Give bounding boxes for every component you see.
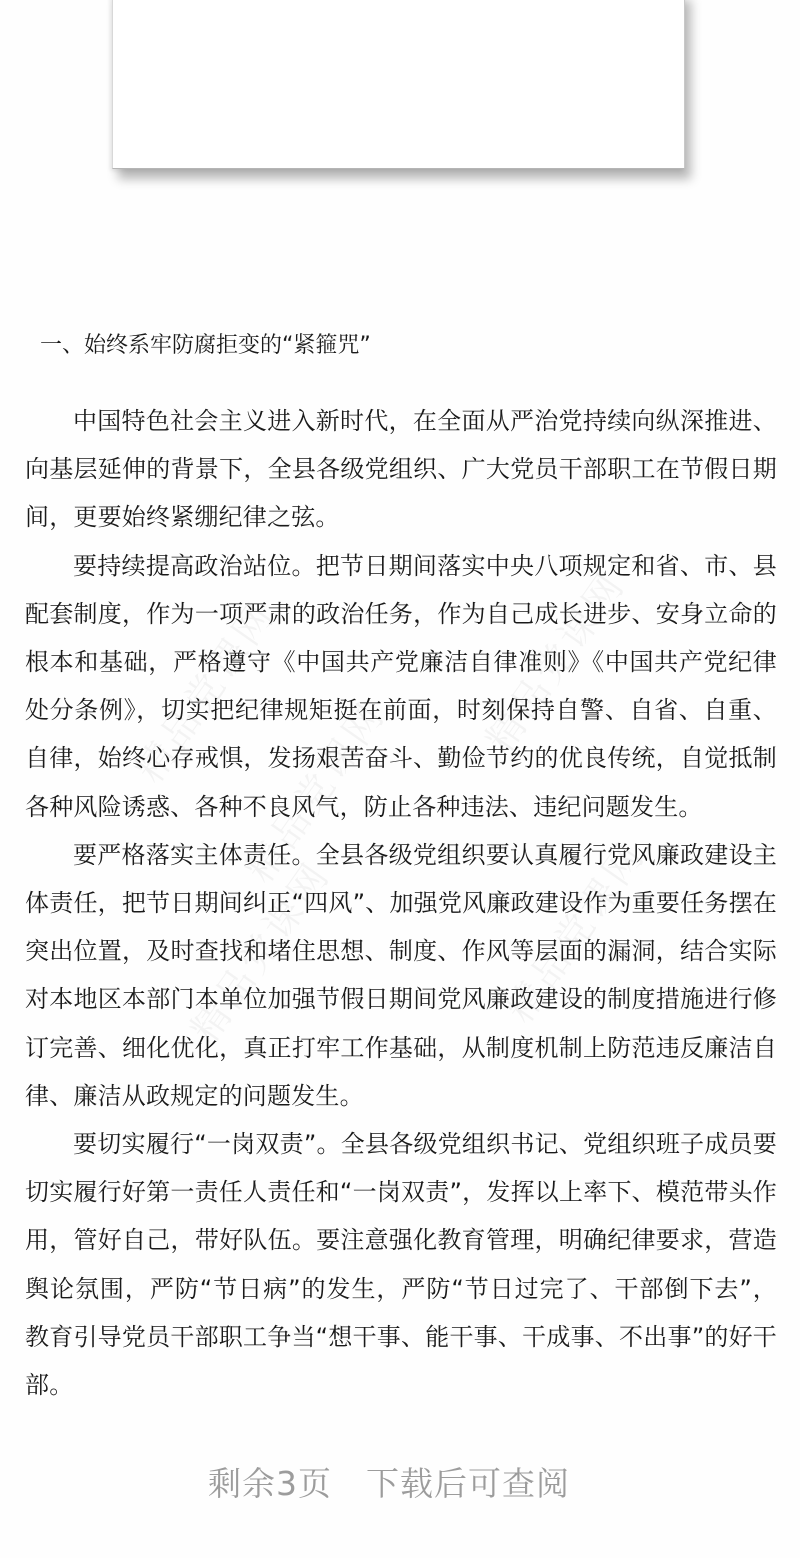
paragraph-intro: 中国特色社会主义进入新时代，在全面从严治党持续向纵深推进、向基层延伸的背景下，全县各级党组织、广大党员干部职工在节假日期间，更要始终紧绷纪律之弦。 [25, 407, 777, 532]
paragraph-dual-responsibility: 要切实履行“一岗双责”。全县各级党组织书记、党组织班子成员要切实履行好第一责任人责任和“一岗双责”，发挥以上率下、模范带头作用，管好自己，带好队伍。要注意强化教育管理，明确纪律要求，营造舆论氛围，严防“节日病”的发生，严防“节日过完了、干部倒下去”，教育引导党员干部职工争当“想干事、能干事、干成事、不出事”的好干部。 [25, 1130, 777, 1400]
paragraph-main-responsibility: 要严格落实主体责任。全县各级党组织要认真履行党风廉政建设主体责任，把节日期间纠正“四风”、加强党风廉政建设作为重要任务摆在突出位置，及时查找和堵住思想、制度、作风等层面的漏洞，结合实际对本地区本部门本单位加强节假日期间党风廉政建设的制度措施进行修订完善、细化优化，真正打牢工作基础，从制度机制上防范违反廉洁自律、廉洁从政规定的问题发生。 [25, 840, 777, 1110]
download-prompt[interactable] [0, 1458, 778, 1505]
paragraph-political-stance: 要持续提高政治站位。把节日期间落实中央八项规定和省、市、县配套制度，作为一项严肃的政治任务，作为自己成长进步、安身立命的根本和基础，严格遵守《中国共产党廉洁自律准则》《中国共产党纪律处分条例》，切实把纪律规矩挺在前面，时刻保持自警、自省、自重、自律，始终心存戒惧，发扬艰苦奋斗、勤俭节约的优良传统，自觉抵制各种风险诱惑、各种不良风气，防止各种违法、违纪问题发生。 [25, 551, 777, 821]
section-heading: 一、始终系牢防腐拒变的“紧箍咒” [40, 333, 371, 358]
page-preview-card [112, 0, 685, 169]
download-hint-label: 下载后可查阅 [366, 1464, 570, 1503]
document-body [25, 326, 777, 1409]
remaining-pages-label: 剩余3页 [208, 1464, 332, 1503]
